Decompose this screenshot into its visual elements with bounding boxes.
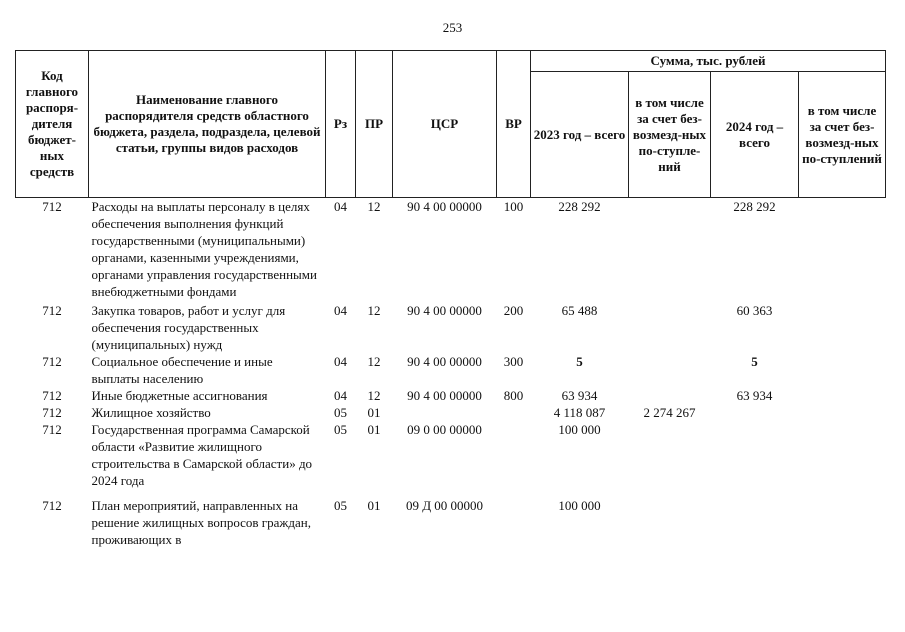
cell-2024-grant xyxy=(799,387,886,404)
cell-vr: 800 xyxy=(503,388,524,403)
cell-name: Жилищное хозяйство xyxy=(91,405,211,420)
cell-name: Расходы на выплаты персоналу в целях обеспечения выполнения функций государственными (муниципальными) органами, казенными учреждениями, органами управления государственными внебюджетными фондами xyxy=(91,199,317,299)
table-row xyxy=(16,353,886,387)
cell-name: Государственная программа Самарской области «Развитие жилищного строительства в Самарской области» до 2024 года xyxy=(91,422,313,488)
table-row xyxy=(16,387,886,404)
table-row xyxy=(16,421,886,497)
cell-vr: 200 xyxy=(503,303,524,318)
cell-vr: 300 xyxy=(503,354,524,369)
cell-csr xyxy=(393,404,497,421)
cell-csr: 90 4 00 00000 xyxy=(407,199,482,214)
cell-rz: 05 xyxy=(334,405,347,420)
cell-code: 712 xyxy=(42,354,62,369)
cell-rz: 04 xyxy=(334,199,347,214)
cell-2023-grant xyxy=(629,387,711,404)
cell-2023-grant xyxy=(629,421,711,497)
cell-rz: 04 xyxy=(334,303,347,318)
cell-2024-total xyxy=(711,497,799,548)
cell-vr xyxy=(497,404,531,421)
header-code: Код главного распоря-дителя бюджет-ных средств xyxy=(16,51,89,198)
cell-name: Социальное обеспечение и иные выплаты населению xyxy=(91,354,273,386)
cell-2024-grant xyxy=(799,404,886,421)
cell-2024-grant xyxy=(799,497,886,548)
cell-2023-grant xyxy=(629,497,711,548)
cell-name: Иные бюджетные ассигнования xyxy=(91,388,268,403)
cell-2023-total: 5 xyxy=(576,354,583,369)
cell-2023-grant xyxy=(629,302,711,353)
page-number: 253 xyxy=(442,20,463,35)
cell-pr: 12 xyxy=(367,303,381,318)
cell-pr: 12 xyxy=(367,354,381,369)
cell-code: 712 xyxy=(42,405,62,420)
cell-2023-grant: 2 274 267 xyxy=(643,405,696,420)
cell-rz: 05 xyxy=(334,498,347,513)
table-row xyxy=(16,497,886,548)
header-sum: Сумма, тыс. рублей xyxy=(531,51,886,72)
cell-csr: 90 4 00 00000 xyxy=(407,388,482,403)
header-2024-total: 2024 год – всего xyxy=(711,72,799,198)
cell-name: Закупка товаров, работ и услуг для обеспечения государственных (муниципальных) нужд xyxy=(91,303,286,352)
cell-pr: 01 xyxy=(367,422,381,437)
cell-2023-total: 63 934 xyxy=(561,388,598,403)
budget-table xyxy=(15,50,886,548)
cell-2024-grant xyxy=(799,302,886,353)
cell-pr: 12 xyxy=(367,388,381,403)
header-2024-grant: в том числе за счет без-возмезд-ных по-ступлений xyxy=(799,72,886,198)
table-header xyxy=(16,51,886,198)
cell-2024-total xyxy=(711,421,799,497)
cell-2023-grant xyxy=(629,198,711,303)
cell-code: 712 xyxy=(42,199,62,214)
cell-csr: 90 4 00 00000 xyxy=(407,303,482,318)
cell-2023-total: 4 118 087 xyxy=(553,405,606,420)
cell-2024-total: 60 363 xyxy=(736,303,773,318)
cell-code: 712 xyxy=(42,303,62,318)
cell-csr: 09 Д 00 00000 xyxy=(405,498,484,513)
cell-vr xyxy=(497,497,531,548)
table-row xyxy=(16,404,886,421)
cell-csr: 90 4 00 00000 xyxy=(407,354,482,369)
cell-code: 712 xyxy=(42,422,62,437)
cell-2024-total xyxy=(711,404,799,421)
cell-code: 712 xyxy=(42,498,62,513)
cell-2024-grant xyxy=(799,198,886,303)
cell-2023-total: 228 292 xyxy=(558,199,601,214)
cell-2024-grant xyxy=(799,421,886,497)
cell-rz: 04 xyxy=(334,388,347,403)
cell-pr: 12 xyxy=(367,199,381,214)
cell-pr: 01 xyxy=(367,405,381,420)
header-csr: ЦСР xyxy=(393,51,497,198)
cell-2023-total: 65 488 xyxy=(561,303,598,318)
cell-code: 712 xyxy=(42,388,62,403)
header-pr: ПР xyxy=(356,51,393,198)
cell-pr: 01 xyxy=(367,498,381,513)
header-rz: Рз xyxy=(326,51,356,198)
table-body xyxy=(16,198,886,549)
cell-2023-total: 100 000 xyxy=(558,498,601,513)
header-vr: ВР xyxy=(497,51,531,198)
header-name: Наименование главного распорядителя средств областного бюджета, раздела, подраздела, целевой статьи, группы видов расходов xyxy=(89,51,326,198)
cell-csr: 09 0 00 00000 xyxy=(407,422,482,437)
cell-rz: 04 xyxy=(334,354,347,369)
cell-2024-total: 63 934 xyxy=(736,388,773,403)
cell-2023-grant xyxy=(629,353,711,387)
table-row xyxy=(16,302,886,353)
cell-vr xyxy=(497,421,531,497)
table-row xyxy=(16,198,886,303)
cell-2024-total: 228 292 xyxy=(733,199,776,214)
cell-2023-total: 100 000 xyxy=(558,422,601,437)
header-2023-grant: в том числе за счет без-возмезд-ных по-ступле-ний xyxy=(629,72,711,198)
cell-2024-grant xyxy=(799,353,886,387)
cell-rz: 05 xyxy=(334,422,347,437)
cell-vr: 100 xyxy=(503,199,524,214)
cell-2024-total: 5 xyxy=(751,354,758,369)
cell-name: План мероприятий, направленных на решение жилищных вопросов граждан, проживающих в xyxy=(91,498,311,547)
header-2023-total: 2023 год – всего xyxy=(531,72,629,198)
